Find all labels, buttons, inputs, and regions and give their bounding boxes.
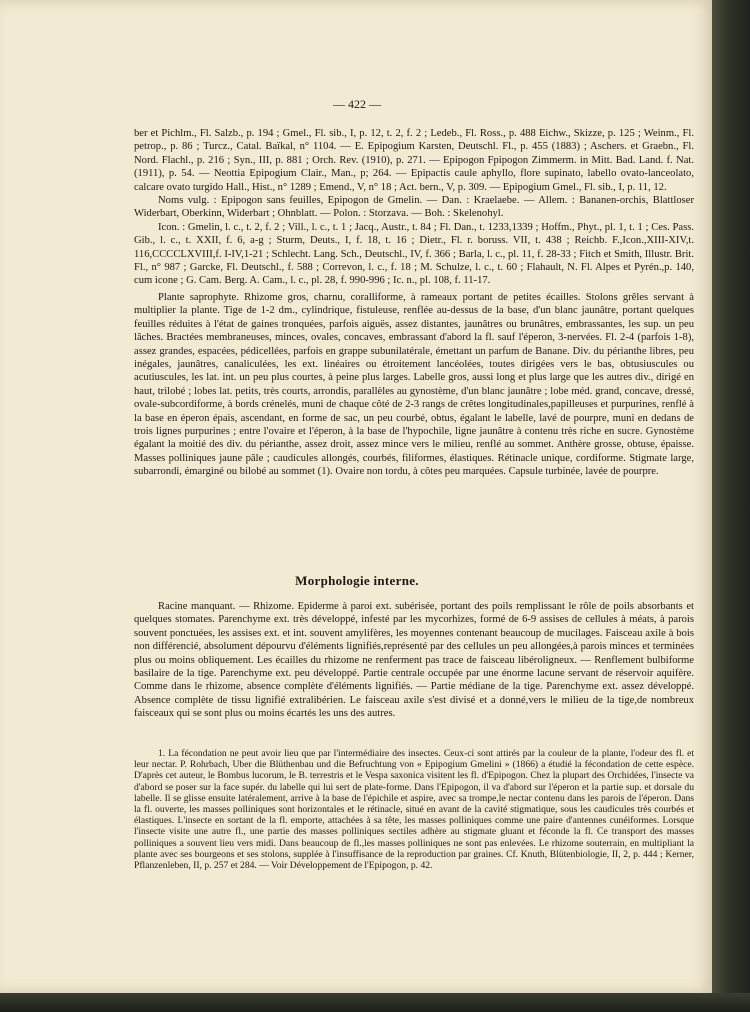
footnote-text: 1. La fécondation ne peut avoir lieu que par l'intermédiaire des insectes. Ceux-ci sont attirés par la couleur de la plante, l'odeur des fl. et leur nectar. P. Rohrbach, Uber die Blüthenbau und die Befruchtung von « Epipogium Gmelini » (1866) a étudié la fécondation de cette espèce. D'après cet auteur, le Bombus lucorum, le B. terrestris et le Vespa saxonica visitent les fl. d'Epipogon. Chez la plupart des Orchidées, l'insecte va d'abord se poser sur la face supér. du labelle qui lui sert de plate-forme. Dans l'Epipogon, il va d'abord sur l'éperon et la partie sup. et dorsale du labelle. Il se glisse ensuite latéralement, arrive à la base de l'épichile et aspire, avec sa trompe,le nectar contenu dans les parois de l'éperon. Dans la fl. ouverte, les masses polliniques sont horizontales et le rétinacle, situé en avant de la cavité stigmatique, sous les caudicules très courbés et élastiques. L'insecte en sortant de la fl. emporte, attachées à sa tête, les masses polliniques comme une paire d'antennes cunéiformes. Lorsque l'insecte visite une autre fl., une partie des masses polliniques sectiles adhère au stigmate gluant et féconde la fl. Ce transport des masses polliniques a souvent lieu vers midi. Dans beaucoup de fl.,les masses polliniques ne sont pas enlevées. Le rhizome souterrain, en multipliant la plante avec ses bourgeons et ses stolons, supplée à l'insuffisance de la reproduction par graines. Cf. Knuth, Blütenbiologie, II, 2, p. 444 ; Kerner, Pflanzenleben, II, p. 257 et 284. — Voir Développement de l'Epipogon, p. 42.	[134, 748, 694, 872]
references-section	[134, 127, 694, 288]
page-number: — 422 —	[333, 97, 381, 111]
synonymy-references: ber et Pichlm., Fl. Salzb., p. 194 ; Gmel., Fl. sib., I, p. 12, t. 2, f. 2 ; Ledeb., Fl. Ross., p. 488 Eichw., Skizze, p. 125 ; Weinm., Fl. petrop., p. 86 ; Turcz., Catal. Baïkal, n° 1104. — E. Epipogium Karsten, Deutschl. Fl., p. 455 (1883) ; Aschers. et Graebn., Fl. Nord. Flachl., p. 216 ; Syn., III, p. 881 ; Orch. Rev. (1910), p. 271. — Epipogon Fpipogon Zimmerm. in Mitt. Bad. Land. f. Nat. (1911), p. 54. — Neottia Epipogium Clair., Man., p; 264. — Epipactis caule aphyllo, flore supinato, labello ovato-lanceolato, calcare ovato turgido Hall., Hist., n° 1289 ; Emend., V, n° 18 ; Act. bern., V, p. 309. — Epipogium Gmel., Fl. sib., I, p. 11, 12.	[134, 128, 694, 193]
footnote	[134, 748, 694, 871]
section-heading: Morphologie interne.	[295, 573, 419, 588]
morphology-section	[134, 600, 694, 721]
morphology-text: Racine manquant. — Rhizome. Epiderme à paroi ext. subérisée, portant des poils remplissant le rôle de poils absorbants et quelques stomates. Parenchyme ext. très développé, infesté par les mycorhizes, formé de 6-9 assises de cellules à méats, à parois souvent ponctuées, les assises ext. et int. souvent amylifères, les moyennes contenant beaucoup de mucilages. Faisceau axile à bois non différencié, absolument dépourvu d'éléments lignifiés,représenté par des cellules un peu allongées,à parois minces et terminées plus ou moins obliquement. Les écailles du rhizome ne renferment pas trace de faisceau libéroligneux. — Renflement bulbiforme basilaire de la tige. Parenchyme ext. peu développé. Partie centrale occupée par une énorme lacune servant de réservoir aquifère. Comme dans le rhizome, absence complète d'éléments lignifiés. — Partie médiane de la tige. Parenchyme ext. assez développé. Absence complète de tissu lignifié extralibérien. Le faisceau axile s'est divisé et a donné,vers le milieu de la tige,de nombreux faisceaux qui se sont plus ou moins écartés les uns des autres.	[134, 601, 694, 720]
book-bottom-edge	[0, 993, 750, 1012]
vernacular-names: Noms vulg. : Epipogon sans feuilles, Epipogon de Gmelin. — Dan. : Kraelaebe. — Allem. : Bananen-orchis, Blattloser Widerbart, Oberkinn, Widerbart ; Ohnblatt. — Polon. : Storzava. — Boh. : Skelenohyl.	[134, 195, 694, 220]
description-section	[134, 291, 694, 479]
book-binding	[712, 0, 750, 1012]
plant-description: Plante saprophyte. Rhizome gros, charnu, coralliforme, à rameaux portant de petites écailles. Stolons grêles servant à multiplier la plante. Tige de 1-2 dm., cylindrique, fistuleuse, renflée au-dessus de la base, d'un blanc jaunâtre, portant quelques feuilles réduites à l'état de gaines tronquées, parfois aiguës, assez distantes, jaunâtres ou brunâtres, embrassantes, les sup. un peu lâches. Bractées membraneuses, minces, ovales, concaves, embrassant d'abord la fl. sauf l'éperon, 3-nervées. Fl. 2-4 (parfois 1-8), assez grandes, espacées, pédicellées, parfois en grappe subunilatérale, émettant un parfum de Banane. Div. du périanthe libres, peu inégales, jaunâtres, canaliculées, les ext. linéaires ou étroitement lancéolées, toutes dirigées vers le bas, obtusiuscules ou acutiuscules, les lat. int. un peu plus courtes, à peine plus larges. Labelle gros, aussi long et plus large que les autres div., dirigé en haut, trilobé ; lobes lat. petits, très courts, arrondis, parallèles au gynostème, d'un blanc jaunâtre ; lobe méd. grand, concave, dressé, ovale-subcordiforme, à bords crénelés, muni de chaque côté de 2-3 rangs de crêtes longitudinales,papilleuses et purpurines, renflé à la base en éperon épais, ascendant, en forme de sac, un peu courbé, obtus, égalant le labelle, lavé de pourpre, muni en dedans de trois lignes purpurines ; entre l'ovaire et l'éperon, à la base de l'hypochile, ligne jaunâtre à contenu très riche en sucre. Gynostème égalant la moitié des div. du périanthe, assez droit, assez mince vers le milieu, renflé au sommet. Anthère grosse, obtuse, épaisse. Masses polliniques jaune pâle ; caudicules allongés, courbés, filiformes, élastiques. Rétinacle unique, cordiforme. Stigmate large, subarrondi, émarginé ou bilobé au sommet (1). Ovaire non tordu, à côtes peu marquées. Capsule turbinée, lavée de pourpre.	[134, 292, 694, 478]
iconography-references: Icon. : Gmelin, l. c., t. 2, f. 2 ; Vill., l. c., t. 1 ; Jacq., Austr., t. 84 ; Fl. Dan., t. 1233,1339 ; Hoffm., Phyt., pl. 1, t. 1 ; Ces. Pass. Gib., l. c., t. XXII, f. 6, a-g ; Sturm, Deuts., I, f. 18, t. 16 ; Dietr., Fl. r. boruss. VII, t. 438 ; Reichb. F.,Icon.,XIII-XIV,t. 116,CCCCLXVIII,f. I-IV,1-21 ; Schlecht. Lang. Sch., Deutschl., IV, f. 366 ; Barla, l. c., pl. 11, f. 28-33 ; Fitch et Smith, Illustr. Brit. Fl., n° 987 ; Garcke, Fl. Deutschl., f. 588 ; Correvon, l. c., f. 18 ; M. Schulze, l. c., t. 60 ; Flahault, N. Fl. Alpes et Pyrén.,p. 140, cum icone ; G. Cam. Berg. A. Cam., l. c., pl. 28, f. 990-996 ; Ic. n., pl. 108, f. 11-17.	[134, 221, 694, 287]
